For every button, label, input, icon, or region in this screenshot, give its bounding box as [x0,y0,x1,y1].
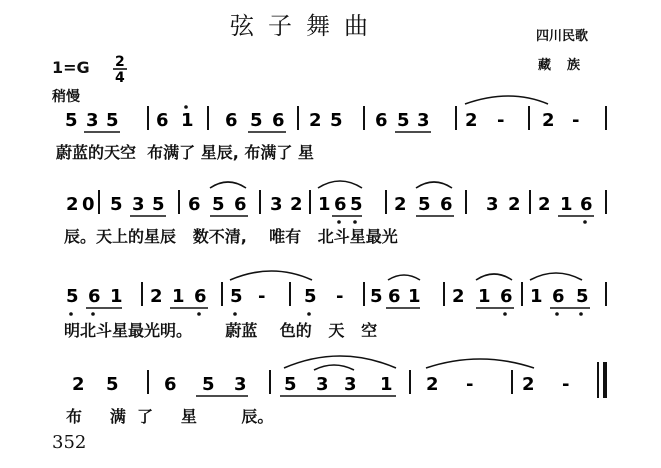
note: 6 [375,110,388,131]
note: 2 [290,194,303,215]
note: 3 [417,110,430,131]
note: 5 [230,286,243,307]
note: 3 [316,374,329,395]
note: 6 [164,374,177,395]
note: 5 [304,286,317,307]
note: 2 [542,110,555,131]
time-signature [113,54,127,86]
note: 6 [580,194,593,215]
note: - [562,374,570,395]
note: 6 [188,194,201,215]
song-origin: 四川民歌 [536,29,589,44]
note: - [336,286,344,307]
note: 6 [440,194,453,215]
system-3 [66,271,606,316]
note: 2 [426,374,439,395]
note: - [572,110,580,131]
ethnic-group: 藏族 [538,58,597,73]
note: 6 [388,286,401,307]
note: 6 [225,110,238,131]
note: 5 [350,194,363,215]
note: 2 [452,286,465,307]
note: 5 [284,374,297,395]
note: 6 [500,286,513,307]
note: 6 [156,110,169,131]
note: 5 [65,110,78,131]
note: 5 [250,110,263,131]
note: 3 [234,374,247,395]
system-4 [72,356,605,398]
note: 1 [181,110,194,131]
note: 1 [478,286,491,307]
note: 3 [270,194,283,215]
note: 6 [88,286,101,307]
note: 2 [394,194,407,215]
note: 1 [530,286,543,307]
time-signature-bottom: 4 [115,70,125,86]
tie [230,271,312,280]
lyrics-line-2: 辰。天上的星辰 数不清, 唯有 北斗星最光 [64,227,398,246]
note: 2 [66,194,79,215]
note: 1 [110,286,123,307]
note: 2 [309,110,322,131]
lyrics-line-1: 蔚蓝的天空 布满了 星辰, 布满了 星 [56,143,314,162]
note: 3 [344,374,357,395]
note: 6 [272,110,285,131]
note: 2 [150,286,163,307]
note: 2 [538,194,551,215]
song-title: 弦子舞曲 [230,12,382,40]
note: 1 [318,194,331,215]
system-1 [65,96,606,132]
system-2 [66,181,606,224]
page-number: 352 [52,432,87,453]
note: 2 [72,374,85,395]
note: 3 [86,110,99,131]
note: 2 [465,110,478,131]
note: 5 [152,194,165,215]
tempo-marking: 稍慢 [52,89,80,105]
note: 5 [66,286,79,307]
note: 1 [408,286,421,307]
note: 6 [334,194,347,215]
note: 1 [380,374,393,395]
note: - [466,374,474,395]
note: 5 [106,110,119,131]
note: - [258,286,266,307]
note: 5 [202,374,215,395]
note: 5 [110,194,123,215]
key-label: 1=G [52,58,90,77]
note: 5 [330,110,343,131]
tie [465,96,548,104]
lyrics-line-4: 布 满 了 星 辰。 [66,407,274,426]
note: 5 [106,374,119,395]
note: 0 [82,194,95,215]
note: 5 [576,286,589,307]
note: 5 [370,286,383,307]
lyrics-line-3: 明北斗星最光明。 蔚蓝 色的 天 空 [64,321,378,340]
tie [426,359,534,368]
note: 6 [234,194,247,215]
note: 5 [212,194,225,215]
note: 1 [560,194,573,215]
note: 3 [486,194,499,215]
note: 6 [552,286,565,307]
note: 5 [397,110,410,131]
note: 1 [172,286,185,307]
note: 5 [418,194,431,215]
time-signature-top: 2 [115,54,125,70]
note: - [497,110,505,131]
note: 6 [194,286,207,307]
note: 2 [508,194,521,215]
note: 2 [522,374,535,395]
note: 3 [132,194,145,215]
